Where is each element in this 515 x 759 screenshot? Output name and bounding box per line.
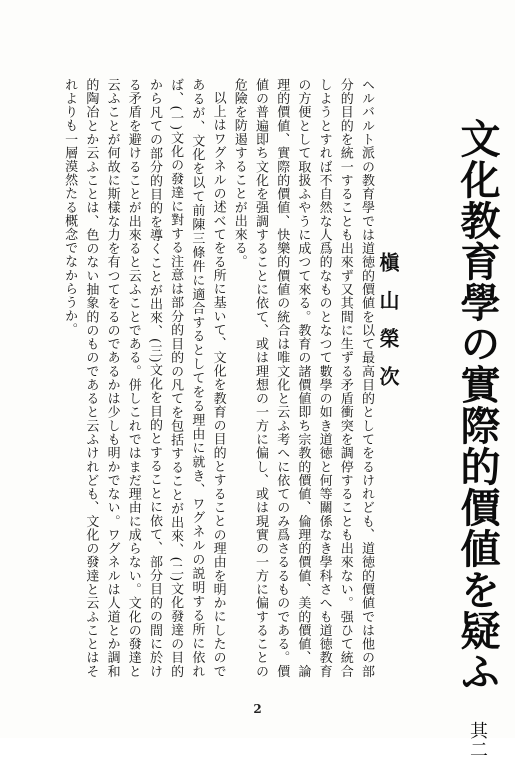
article-body [17, 78, 377, 678]
article-title-text: 文化教育學の實際的價値を疑ふ [454, 118, 501, 692]
article-part-label: 其二 [467, 720, 488, 759]
page-number: 2 [253, 702, 262, 716]
article-title [454, 118, 501, 759]
author-name: 槇山榮次 [376, 252, 400, 404]
paragraph-2: 以上はワグネルの述べてをる所に基いて、文化を教育の目的とすることの理由を明かにしたのであるが、文化を以て前陳三條件に適合するとしてをる理由に就き、ワグネルの説明する所に依れば、(一)文化の發達に對する注意は部分的目的の凡てを包括することが出來、(二)文化發達の目的から凡ての部分的目的を導くことが出來、(三)文化を目的とすることに依て、部分目的の間に於ける矛盾を避けることが出來ると云ふことである。併しこれではまだ理由に成らない。文化の發達と云ふことが何故に斯樣な力を有つてをるのであるかは少しも明かでない。ワグネルは人道とか調和的陶冶とか云ふことは、色のない抽象的のものであると云ふけれども、文化の發達と云ふことはそれよりも一層漠然たる概念でなからうか。 [62, 78, 226, 678]
paragraph-1: ヘルバルト派の教育學では道徳的價値を以て最高目的としてをるけれども、道徳的價値では他の部分的目的を統一することも出來ず又其間に生ずる矛盾衝突を調停することも出來ない。强ひて統合しようとすれば不自然な人爲的なものとなつて數學の如き道徳と何等關係なき學科さへも道徳教育の方便として取扱ふやうに成つて來る。教育の諸價値即ち宗教的價値、倫理的價値、美的價値、論理的價値、實際的價値、快樂的價値の統合は唯文化と云ふ考へに依てのみ爲さるるものである。價値の普遍即ち文化を强調することに依て、或は理想の一方に偏し、或は現實の一方に偏することの危險を防遏することが出來る。 [231, 78, 374, 678]
